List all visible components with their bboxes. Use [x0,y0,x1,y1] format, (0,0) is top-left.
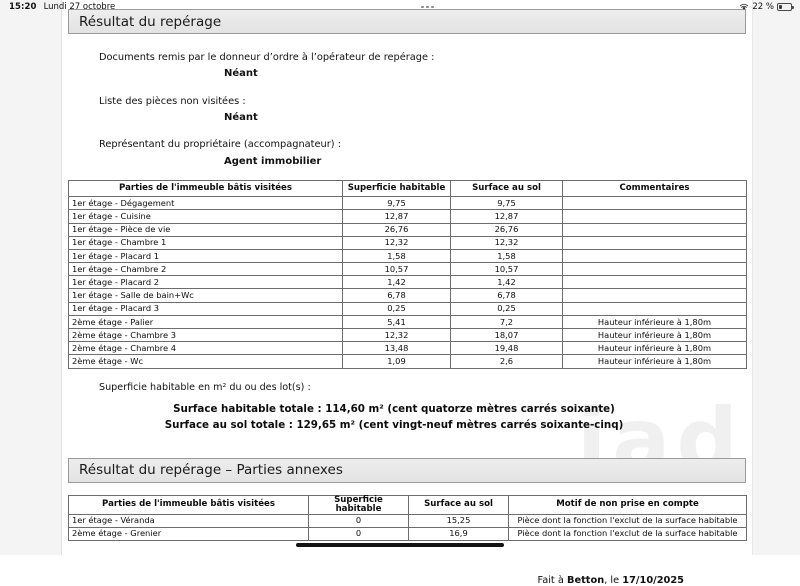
section-header-annexes [68,458,746,483]
main-measurement-table [68,180,747,368]
intro-block-pieces [99,95,746,125]
cell-commentaire [563,263,747,276]
cell-commentaire [563,276,747,289]
table-row [69,276,747,289]
cell-superficie-habitable: 1,09 [343,355,451,368]
intro-label-documents: Documents remis par le donneur d’ordre à l’opérateur de repérage : [99,52,435,63]
cell-commentaire [563,236,747,249]
table-row [69,197,747,210]
footer-prefix: Fait à [537,574,568,586]
section-title-main: Résultat du repérage [79,13,222,30]
cell-commentaire [563,302,747,315]
annexes-table [68,495,747,541]
table-row [69,355,747,368]
totals-block [68,402,746,434]
intro-label-pieces: Liste des pièces non visitées : [99,95,246,107]
cell-surface-au-sol: 0,25 [451,302,563,315]
document-page [62,0,752,586]
intro-label-representant: Représentant du propriétaire (accompagnateur) : [99,139,342,151]
cell-superficie-habitable: 12,32 [343,329,451,342]
watermark: iad [576,390,744,490]
status-bar-right [739,2,800,12]
annex-col-header-parties: Parties de l'immeuble bâtis visitées [69,495,309,514]
annex-cell-superficie-habitable: 0 [309,527,409,540]
cell-superficie-habitable: 9,75 [343,197,451,210]
cell-superficie-habitable: 12,87 [343,210,451,223]
table-row [69,527,747,540]
cell-partie: 1er étage - Salle de bain+Wc [69,289,343,302]
cell-superficie-habitable: 6,78 [343,289,451,302]
cell-surface-au-sol: 6,78 [451,289,563,302]
table-row [69,342,747,355]
cell-surface-au-sol: 1,42 [451,276,563,289]
col-header-superficie: Superficie habitable [343,181,451,197]
cell-partie: 1er étage - Cuisine [69,210,343,223]
cell-commentaire: Hauteur inférieure à 1,80m [563,329,747,342]
cell-superficie-habitable: 1,42 [343,276,451,289]
status-date: Lundi 27 octobre [43,2,116,12]
col-header-commentaires: Commentaires [563,181,747,197]
cell-surface-au-sol: 2,6 [451,355,563,368]
table-header-row [69,181,747,197]
col-header-parties: Parties de l'immeuble bâtis visitées [69,181,343,197]
table-row [69,249,747,262]
cell-surface-au-sol: 12,32 [451,236,563,249]
cell-surface-au-sol: 18,07 [451,329,563,342]
cell-superficie-habitable: 12,32 [343,236,451,249]
intro-block-representant [99,138,746,168]
table-row [69,302,747,315]
table-row [69,514,747,527]
wifi-icon [739,3,749,11]
annex-cell-superficie-habitable: 0 [309,514,409,527]
document-content [62,9,752,586]
section-title-annexes: Résultat du repérage – Parties annexes [79,462,343,478]
cell-surface-au-sol: 9,75 [451,197,563,210]
cell-commentaire [563,249,747,262]
cell-partie: 1er étage - Placard 2 [69,276,343,289]
cell-partie: 1er étage - Placard 3 [69,302,343,315]
cell-partie: 1er étage - Pièce de vie [69,223,343,236]
table-row [69,263,747,276]
annex-cell-motif: Pièce dont la fonction l'exclut de la surface habitable [509,514,747,527]
table-row [69,223,747,236]
cell-partie: 1er étage - Chambre 1 [69,236,343,249]
cell-superficie-habitable: 13,48 [343,342,451,355]
annex-col-header-motif: Motif de non prise en compte [509,495,747,514]
cell-superficie-habitable: 1,58 [343,249,451,262]
cell-partie: 2ème étage - Chambre 3 [69,329,343,342]
table-row [69,315,747,328]
total-habitable: Surface habitable totale : 114,60 m² (cent quatorze mètres carrés soixante) [173,402,615,415]
cell-surface-au-sol: 7,2 [451,315,563,328]
cell-superficie-habitable: 10,57 [343,263,451,276]
cell-superficie-habitable: 0,25 [343,302,451,315]
cell-commentaire [563,289,747,302]
table-row [69,210,747,223]
battery-low-icon [777,3,792,11]
annex-cell-surface-au-sol: 15,25 [409,514,509,527]
table-row [69,329,747,342]
cell-partie: 1er étage - Dégagement [69,197,343,210]
status-bar-center [115,6,739,9]
cell-partie: 2ème étage - Wc [69,355,343,368]
cell-commentaire: Hauteur inférieure à 1,80m [563,342,747,355]
col-header-surface: Surface au sol [451,181,563,197]
annexes-table-body [69,514,747,540]
annex-cell-partie: 1er étage - Véranda [69,514,309,527]
intro-value-pieces: Néant [224,111,258,123]
cell-surface-au-sol: 10,57 [451,263,563,276]
annex-cell-partie: 2ème étage - Grenier [69,527,309,540]
annex-cell-motif: Pièce dont la fonction l'exclut de la surface habitable [509,527,747,540]
cell-commentaire [563,210,747,223]
cell-surface-au-sol: 1,58 [451,249,563,262]
cell-partie: 1er étage - Placard 1 [69,249,343,262]
totals-intro: Superficie habitable en m² du ou des lot(s) : [99,381,311,393]
intro-value-representant: Agent immobilier [224,155,322,167]
cell-partie: 2ème étage - Chambre 4 [69,342,343,355]
cell-superficie-habitable: 26,76 [343,223,451,236]
annex-col-header-surface: Surface au sol [409,495,509,514]
footer-signature-line [68,575,746,586]
page-left-gutter [0,0,62,555]
home-indicator[interactable] [296,543,504,547]
battery-percent: 22 % [752,2,774,12]
footer-date: 17/10/2025 [622,574,684,586]
intro-value-documents: Néant [224,68,258,80]
page-right-gutter [752,0,800,555]
annex-cell-surface-au-sol: 16,9 [409,527,509,540]
status-bar [0,0,800,14]
cell-partie: 2ème étage - Palier [69,315,343,328]
status-time: 15:20 [9,2,37,12]
status-bar-left [0,2,115,12]
cell-surface-au-sol: 26,76 [451,223,563,236]
footer-city: Betton [567,574,605,586]
total-sol: Surface au sol totale : 129,65 m² (cent vingt-neuf mètres carrés soixante-cinq) [164,418,624,431]
annex-header-row [69,495,747,514]
table-row [69,289,747,302]
cell-superficie-habitable: 5,41 [343,315,451,328]
cell-commentaire: Hauteur inférieure à 1,80m [563,355,747,368]
cell-surface-au-sol: 19,48 [451,342,563,355]
intro-block-documents [99,51,746,81]
cell-commentaire [563,223,747,236]
footer-middle: , le [604,574,623,586]
cell-commentaire [563,197,747,210]
cell-partie: 1er étage - Chambre 2 [69,263,343,276]
annex-col-header-superficie: Superficie habitable [309,495,409,514]
cell-surface-au-sol: 12,87 [451,210,563,223]
main-table-body [69,197,747,368]
table-row [69,236,747,249]
cell-commentaire: Hauteur inférieure à 1,80m [563,315,747,328]
multitask-dots-icon[interactable] [421,6,434,9]
